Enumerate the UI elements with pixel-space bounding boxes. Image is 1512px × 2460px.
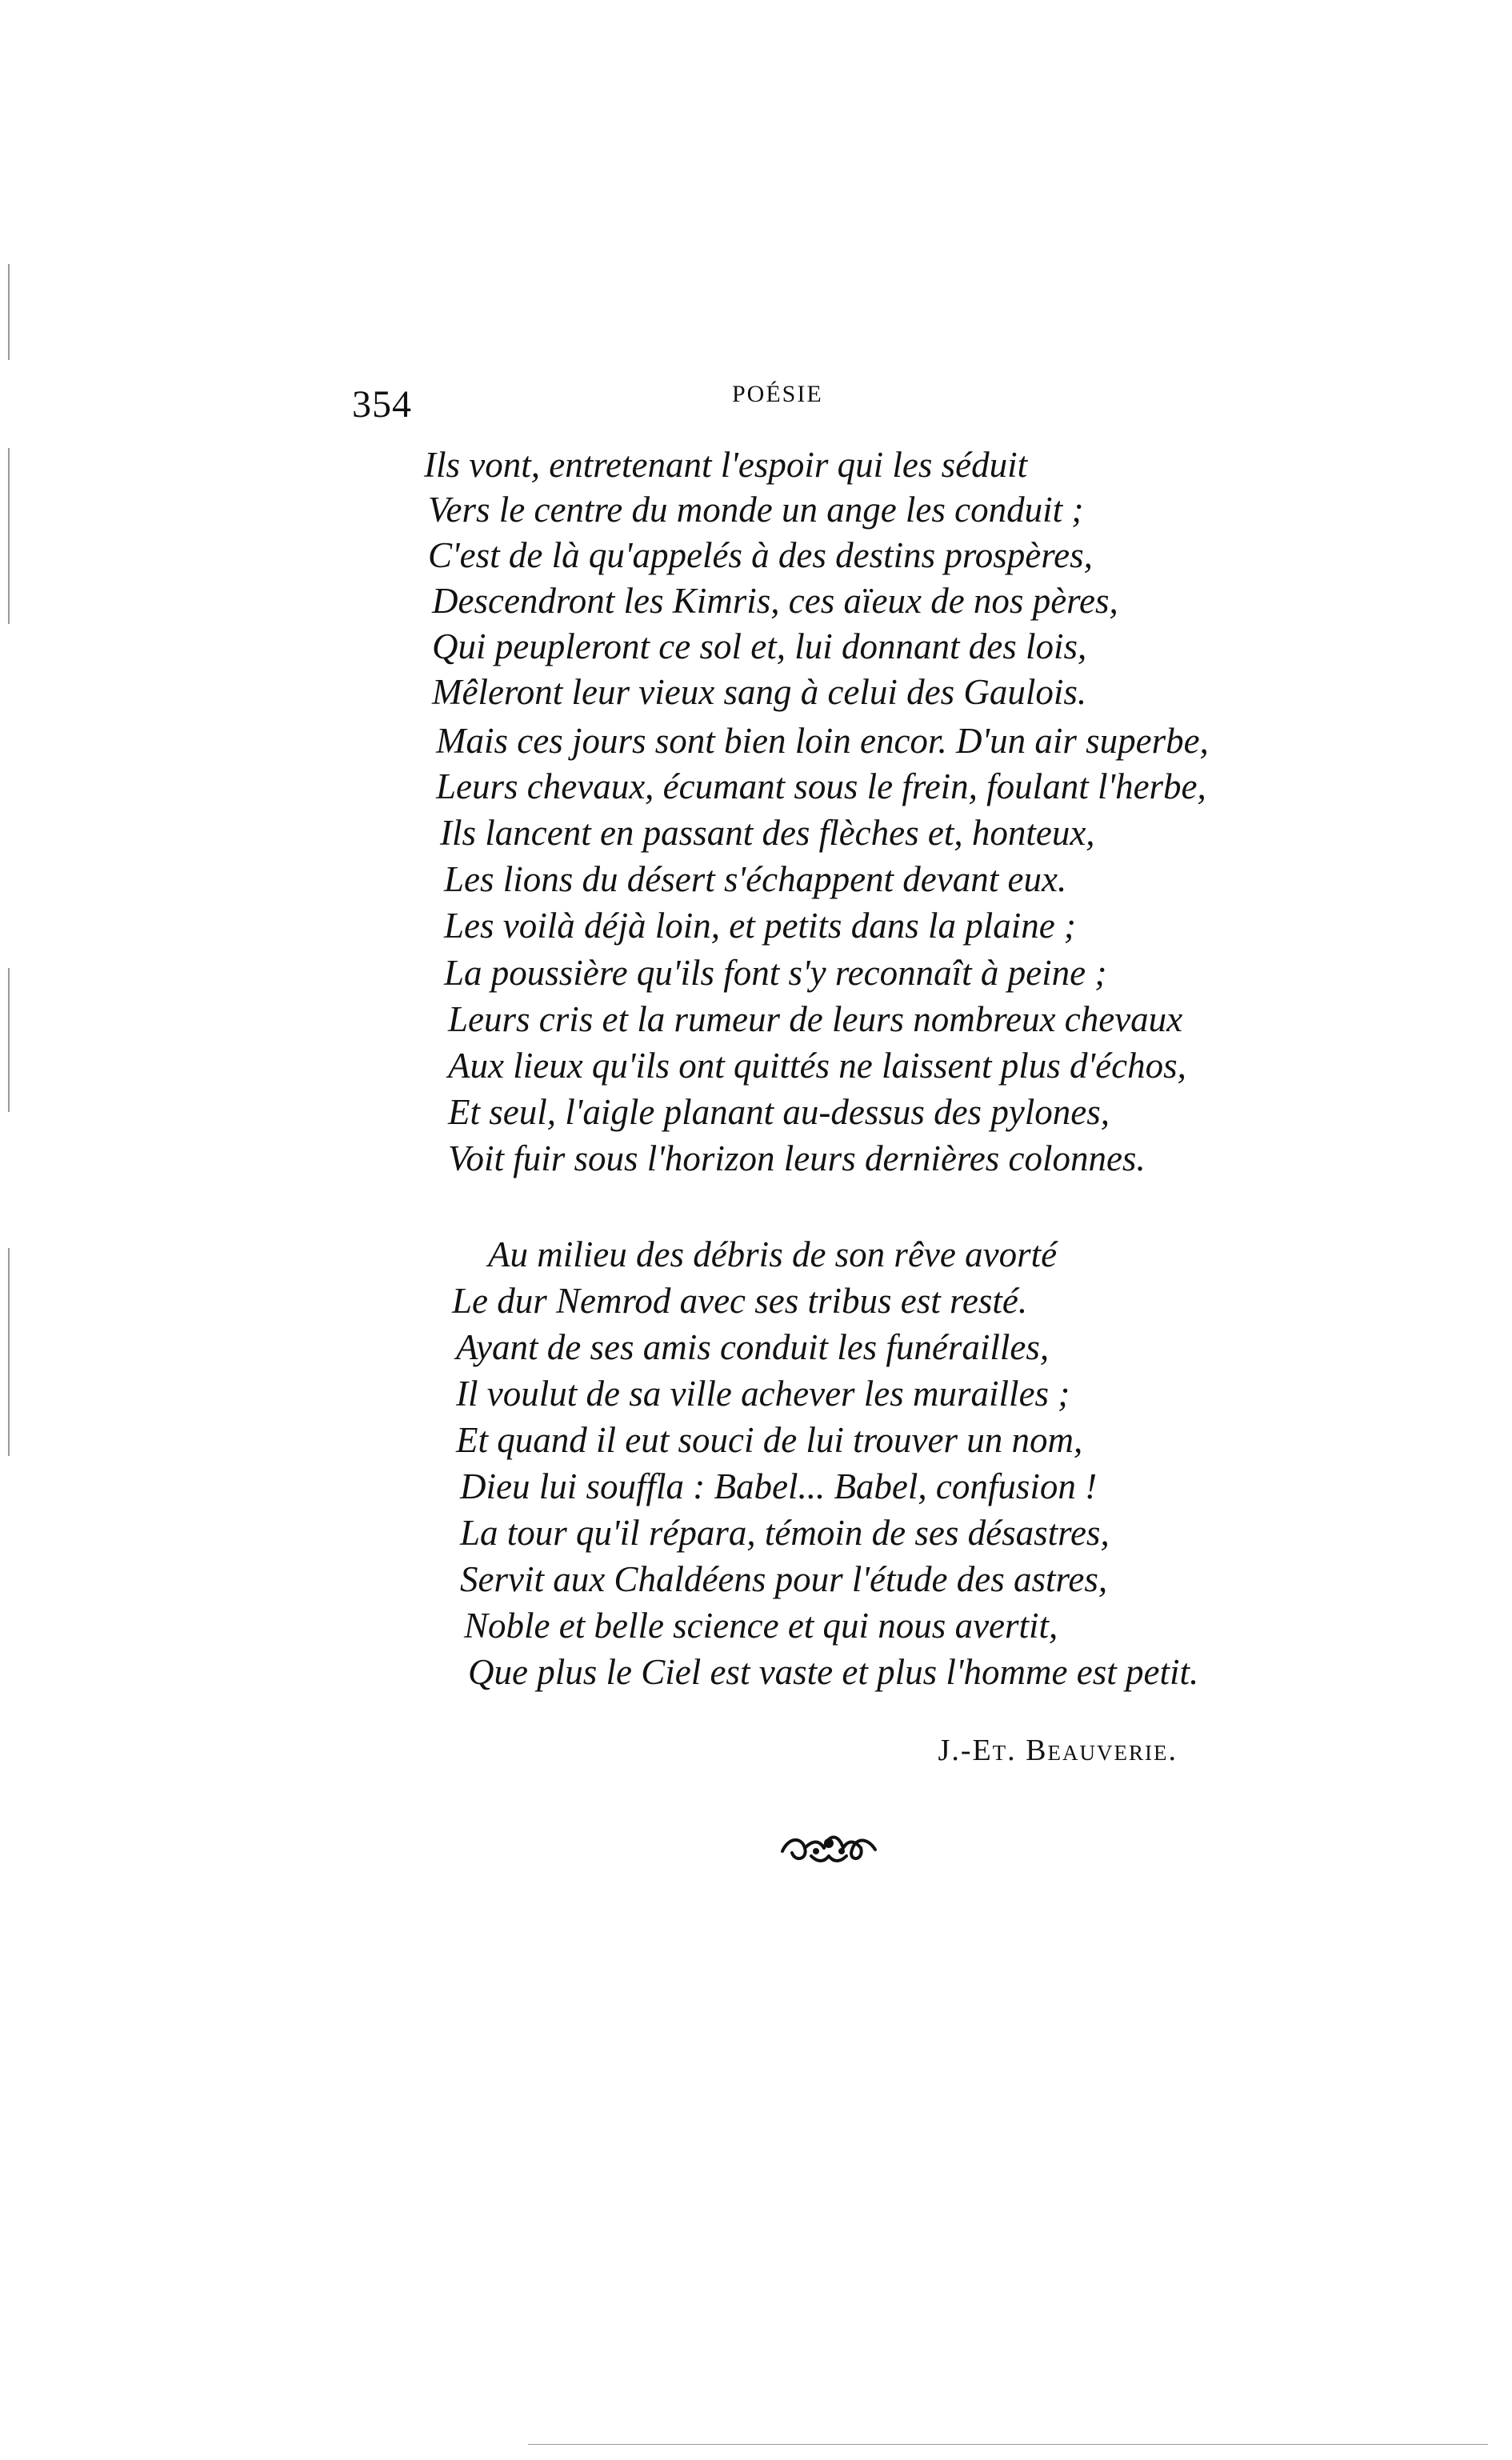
poem-line: Au milieu des débris de son rêve avorté (488, 1234, 1058, 1274)
poem-line: Mais ces jours sont bien loin encor. D'un air superbe, (436, 721, 1209, 761)
poem-line: Descendront les Kimris, ces aïeux de nos pères, (432, 581, 1118, 621)
poem-line: Les lions du désert s'échappent devant eux. (444, 859, 1067, 899)
poem-line: C'est de là qu'appelés à des destins prospères, (428, 535, 1093, 575)
poem-line: Ayant de ses amis conduit les funérailles, (456, 1327, 1050, 1367)
poem-line: Qui peupleront ce sol et, lui donnant des lois, (432, 626, 1087, 666)
poem-line: Leurs cris et la rumeur de leurs nombreux chevaux (448, 999, 1183, 1039)
poem-line: Servit aux Chaldéens pour l'étude des astres, (460, 1559, 1108, 1599)
running-head: POÉSIE (732, 381, 823, 407)
poem-line: Voit fuir sous l'horizon leurs dernières colonnes. (448, 1138, 1146, 1178)
poem-line: Aux lieux qu'ils ont quittés ne laissent plus d'échos, (448, 1046, 1186, 1086)
poem-line: Les voilà déjà loin, et petits dans la plaine ; (444, 906, 1076, 946)
scan-edge-mark (8, 968, 10, 1112)
scan-edge-mark (8, 264, 10, 360)
scan-edge-mark (8, 448, 10, 624)
poem-line: La poussière qu'ils font s'y reconnaît à peine ; (444, 953, 1107, 993)
floral-ornament-icon (778, 1826, 880, 1870)
poem-line: Ils lancent en passant des flèches et, honteux, (440, 813, 1095, 853)
poem-line: La tour qu'il répara, témoin de ses désastres, (460, 1513, 1110, 1553)
poem-line: Ils vont, entretenant l'espoir qui les séduit (424, 445, 1028, 485)
poem-line: Noble et belle science et qui nous avertit, (464, 1606, 1058, 1646)
poem-line: Il voulut de sa ville achever les murailles ; (456, 1374, 1070, 1414)
scan-edge-mark (8, 1248, 10, 1456)
poem-line: Vers le centre du monde un ange les conduit ; (428, 490, 1084, 530)
poem-line: Le dur Nemrod avec ses tribus est resté. (452, 1281, 1028, 1321)
poem-line: Et seul, l'aigle planant au-dessus des pylones, (448, 1092, 1110, 1132)
poem-line: Et quand il eut souci de lui trouver un nom, (456, 1420, 1083, 1460)
poem-line: Que plus le Ciel est vaste et plus l'homme est petit. (468, 1652, 1199, 1692)
poem-line: Dieu lui souffla : Babel... Babel, confusion ! (460, 1466, 1098, 1506)
poem-line: Mêleront leur vieux sang à celui des Gaulois. (432, 672, 1087, 712)
page-number: 354 (352, 383, 412, 426)
author-signature: J.-Et. Beauverie. (938, 1734, 1178, 1767)
poem-line: Leurs chevaux, écumant sous le frein, foulant l'herbe, (436, 766, 1206, 806)
scan-edge-mark (528, 2444, 1488, 2445)
